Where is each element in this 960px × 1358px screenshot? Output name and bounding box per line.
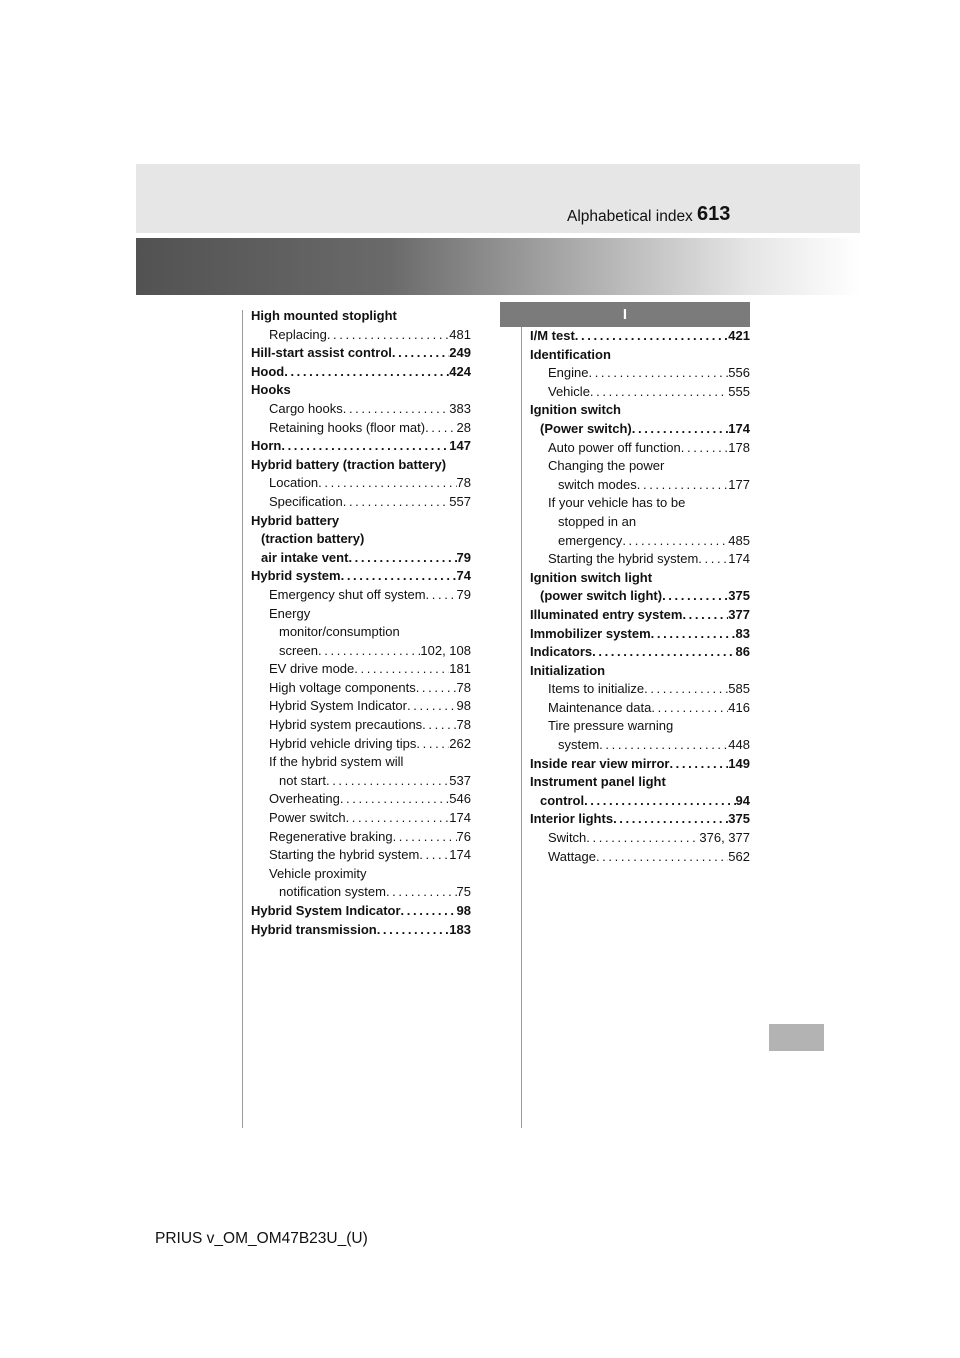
index-subentry-title: Energy	[269, 605, 311, 621]
index-entry[interactable]: I/M test . . . 421	[530, 327, 750, 346]
index-entry[interactable]: Interior lights . . . 375	[530, 810, 750, 829]
index-subentry[interactable]: Starting the hybrid system . . . 174	[251, 846, 471, 865]
index-entry[interactable]: Inside rear view mirror . . . 149	[530, 755, 750, 774]
index-entry-title: High mounted stoplight	[251, 308, 397, 323]
right-column-rule	[521, 310, 522, 1128]
index-subentry[interactable]: Power switch . . . 174	[251, 809, 471, 828]
index-subentry[interactable]: Hybrid System Indicator . . . 98	[251, 697, 471, 716]
page-number: 613	[697, 203, 731, 225]
index-column-left	[251, 307, 471, 939]
index-subentry[interactable]: Starting the hybrid system . . . 174	[530, 550, 750, 569]
index-subentry-title: Tire pressure warning	[548, 718, 674, 734]
left-column-rule	[242, 310, 243, 1128]
index-subentry[interactable]: Wattage . . . 562	[530, 848, 750, 867]
index-entry[interactable]: Immobilizer system . . . 83	[530, 625, 750, 644]
index-subentry[interactable]: emergency . . . 485	[530, 532, 750, 551]
index-subentry[interactable]: Switch . . . 376, 377	[530, 829, 750, 848]
index-subentry[interactable]: Retaining hooks (floor mat) . . . 28	[251, 419, 471, 438]
index-entry[interactable]: air intake vent . . . 79	[251, 549, 471, 568]
index-entry[interactable]: (Power switch) . . . 174	[530, 420, 750, 439]
index-subentry[interactable]: Items to initialize . . . 585	[530, 680, 750, 699]
index-entry[interactable]: Hybrid System Indicator . . . 98	[251, 902, 471, 921]
index-subentry[interactable]: Maintenance data . . . 416	[530, 699, 750, 718]
index-subentry-title: If your vehicle has to be	[548, 495, 686, 511]
index-subentry-title: Changing the power	[548, 458, 665, 474]
header-gradient-band	[136, 238, 860, 295]
index-entry-title: Initialization	[530, 662, 606, 678]
index-subentry[interactable]: Replacing . . . 481	[251, 326, 471, 345]
index-subentry[interactable]: Regenerative braking . . . 76	[251, 828, 471, 847]
index-subentry-title-cont: monitor/consumption	[279, 624, 400, 640]
index-subentry[interactable]: EV drive mode . . . 181	[251, 660, 471, 679]
index-subentry-title: Vehicle proximity	[269, 865, 367, 881]
header-box	[136, 164, 860, 233]
index-subentry[interactable]: Vehicle . . . 555	[530, 383, 750, 402]
index-subentry[interactable]: system . . . 448	[530, 736, 750, 755]
index-entry[interactable]: control . . . 94	[530, 792, 750, 811]
index-entry-title: Ignition switch	[530, 402, 621, 418]
index-subentry[interactable]: Auto power off function . . . 178	[530, 439, 750, 458]
index-entry-title: Instrument panel light	[530, 774, 666, 790]
index-subentry[interactable]: High voltage components . . . 78	[251, 679, 471, 698]
section-title: Alphabetical index	[567, 208, 693, 225]
index-subentry-title: If the hybrid system will	[269, 754, 404, 770]
index-subentry[interactable]: Hybrid system precautions . . . 78	[251, 716, 471, 735]
index-entry[interactable]: Hybrid transmission . . . 183	[251, 921, 471, 940]
letter-heading: I	[500, 302, 750, 327]
index-entry[interactable]: Hybrid system . . . 74	[251, 567, 471, 586]
index-entry[interactable]: Indicators . . . 86	[530, 643, 750, 662]
index-entry-title: Identification	[530, 346, 611, 362]
index-subentry[interactable]: not start . . . 537	[251, 772, 471, 791]
index-entry-title: Hybrid battery (traction battery)	[251, 456, 447, 472]
index-entry[interactable]: Hood . . . 424	[251, 363, 471, 382]
index-subentry[interactable]: Hybrid vehicle driving tips . . . 262	[251, 735, 471, 754]
index-subentry[interactable]: Emergency shut off system . . . 79	[251, 586, 471, 605]
index-subentry[interactable]: Specification . . . 557	[251, 493, 471, 512]
index-entry[interactable]: Hill-start assist control . . . 249	[251, 344, 471, 363]
index-entry-title: Hooks	[251, 382, 291, 398]
index-subentry[interactable]: Overheating . . . 546	[251, 790, 471, 809]
footer-doc-code: PRIUS v_OM_OM47B23U_(U)	[155, 1230, 368, 1247]
index-subentry[interactable]: notification system . . . 75	[251, 883, 471, 902]
index-subentry[interactable]: switch modes . . . 177	[530, 476, 750, 495]
index-entry[interactable]: (power switch light) . . . 375	[530, 587, 750, 606]
index-subentry[interactable]: Cargo hooks . . . 383	[251, 400, 471, 419]
index-entry[interactable]: Illuminated entry system . . . 377	[530, 606, 750, 625]
index-entry-title: Ignition switch light	[530, 569, 653, 585]
index-subentry[interactable]: screen . . . 102, 108	[251, 642, 471, 661]
index-subentry-title-cont: stopped in an	[558, 513, 637, 529]
index-subentry[interactable]: Location . . . 78	[251, 474, 471, 493]
index-subentry[interactable]: Engine . . . 556	[530, 364, 750, 383]
section-tab-marker	[769, 1024, 824, 1051]
index-entry[interactable]: Horn . . . 147	[251, 437, 471, 456]
index-column-right	[530, 327, 750, 866]
index-entry-title: Hybrid battery	[251, 512, 340, 528]
index-entry-title-cont: (traction battery)	[261, 531, 365, 547]
